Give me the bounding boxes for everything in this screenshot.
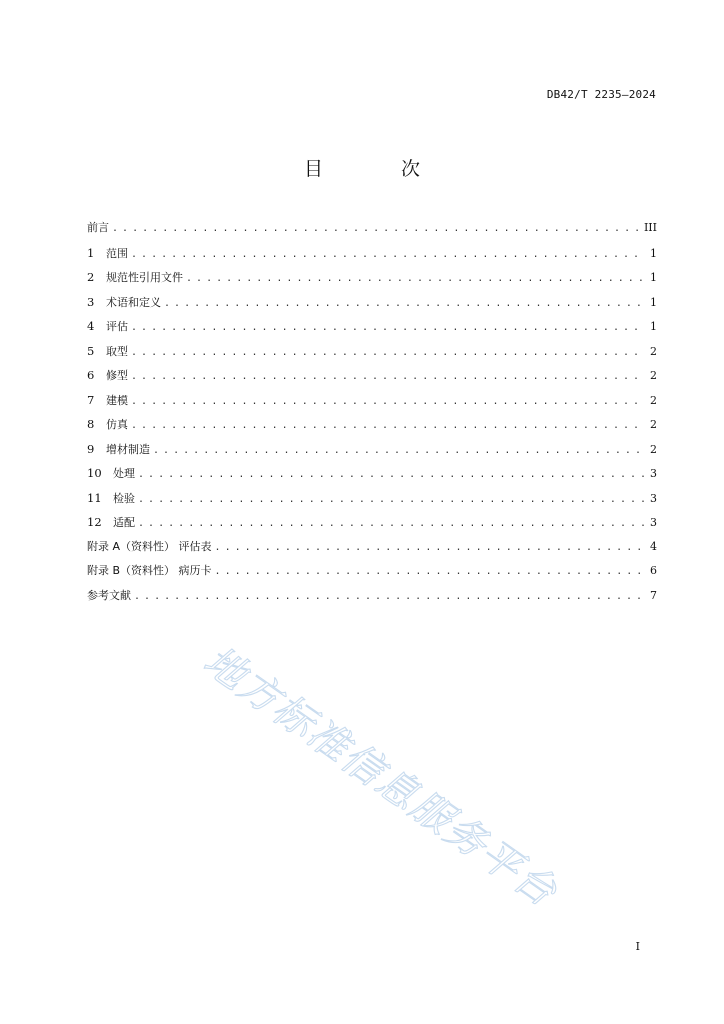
toc-leader-dots [164,296,645,312]
watermark: 地方标准信息服务平台 [195,637,566,917]
toc-entry-modeling[interactable] [87,392,657,417]
toc-leader-dots [215,564,645,580]
toc-entry-label: 术语和定义 [106,295,161,309]
toc-entry-page: 2 [650,418,657,431]
toc-entry-fitting[interactable] [87,514,657,539]
toc-entry-inspection[interactable] [87,490,657,515]
toc-entry-bibliography[interactable] [87,588,657,613]
toc-entry-page: 3 [650,467,657,480]
toc-entry-number: 10 [87,466,102,480]
toc-entry-modification[interactable] [87,367,657,392]
toc-entry-scope[interactable] [87,245,657,270]
toc-entry-number: 1 [87,245,95,260]
toc-entry-label: 增材制造 [106,442,150,456]
toc-entry-number: 2 [87,270,95,284]
toc-entry-page: 1 [650,320,657,333]
toc-entry-page: III [643,221,657,234]
toc-entry-appendix-a[interactable] [87,539,657,564]
toc-entry-casting[interactable] [87,343,657,368]
toc-entry-page: 1 [650,271,657,284]
toc-entry-label: 评估 [106,320,128,333]
toc-entry-label: 规范性引用文件 [106,271,183,284]
toc-entry-number: 6 [87,368,95,382]
toc-entry-foreword[interactable] [87,220,657,245]
page-number: I [635,940,640,953]
toc-entry-label: 处理 [113,467,135,480]
toc-title: 目 次 [303,158,457,180]
toc-entry-number: 4 [87,319,95,333]
toc-entry-page: 2 [650,442,657,456]
document-code: DB42/T 2235—2024 [546,88,656,101]
toc-leader-dots [153,443,645,459]
toc-leader-dots [131,418,645,434]
toc-entry-simulation[interactable] [87,416,657,441]
toc-entry-page: 2 [650,393,657,407]
toc-leader-dots [131,394,645,410]
toc-leader-dots [131,320,645,336]
toc-entry-label: 附录 B（资料性） 病历卡 [87,564,212,577]
toc-entry-normative-references[interactable] [87,269,657,294]
toc-entry-number: 3 [87,294,95,309]
toc-entry-page: 2 [650,369,657,382]
toc-entry-label: 前言 [87,221,109,234]
toc-leader-dots [112,221,640,237]
toc-leader-dots [138,492,645,508]
toc-entry-number: 11 [87,490,102,505]
toc-entry-label: 适配 [113,516,135,529]
toc-entry-page: 2 [650,344,657,358]
toc-entry-page: 6 [650,564,657,577]
toc-entry-page: 3 [650,491,657,505]
toc-leader-dots [131,247,645,263]
toc-entry-additive-manufacturing[interactable] [87,441,657,466]
toc-leader-dots [186,271,645,287]
table-of-contents [87,220,657,612]
toc-entry-terms-definitions[interactable] [87,294,657,319]
toc-entry-page: 3 [650,516,657,529]
toc-entry-number: 12 [87,515,102,529]
toc-entry-treatment[interactable] [87,465,657,490]
toc-leader-dots [134,589,645,605]
toc-entry-appendix-b[interactable] [87,563,657,588]
toc-entry-label: 仿真 [106,418,128,431]
toc-entry-label: 取型 [106,344,128,358]
toc-entry-page: 7 [650,588,657,602]
toc-entry-number: 5 [87,343,95,358]
toc-entry-label: 建模 [106,393,128,407]
toc-entry-page: 1 [650,246,657,260]
toc-leader-dots [215,540,645,556]
toc-entry-assessment[interactable] [87,318,657,343]
toc-entry-label: 检验 [113,491,135,505]
toc-leader-dots [138,467,645,483]
toc-entry-label: 参考文献 [87,588,131,602]
toc-entry-number: 9 [87,441,95,456]
toc-entry-label: 附录 A（资料性） 评估表 [87,539,212,553]
toc-entry-page: 4 [650,539,657,553]
toc-leader-dots [138,516,645,532]
toc-entry-number: 7 [87,392,95,407]
toc-entry-number: 8 [87,417,95,431]
toc-entry-label: 范围 [106,246,128,260]
toc-leader-dots [131,369,645,385]
toc-leader-dots [131,345,645,361]
toc-entry-page: 1 [650,295,657,309]
toc-entry-label: 修型 [106,369,128,382]
